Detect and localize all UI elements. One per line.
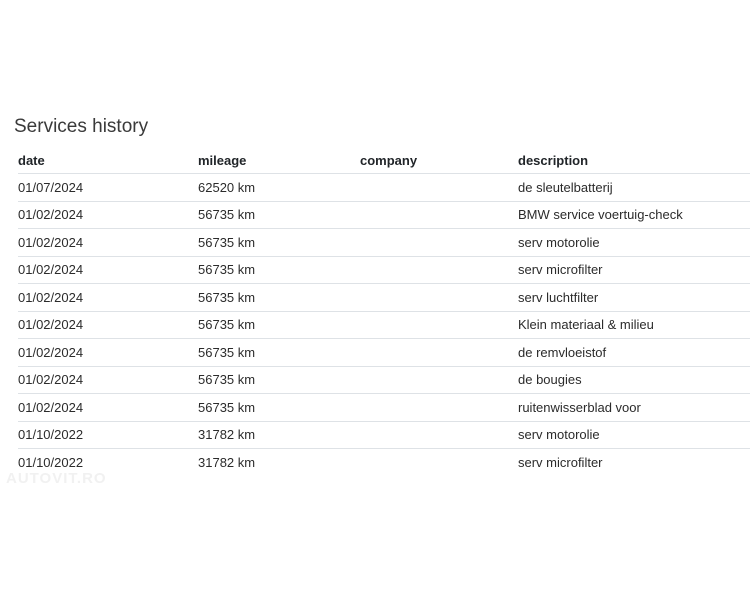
cell-company [360, 394, 518, 422]
cell-date: 01/02/2024 [18, 229, 198, 257]
services-history-table [18, 147, 750, 476]
cell-mileage: 56735 km [198, 311, 360, 339]
table-row [18, 339, 750, 367]
cell-company [360, 339, 518, 367]
cell-mileage: 56735 km [198, 366, 360, 394]
cell-company [360, 284, 518, 312]
table-body [18, 174, 750, 476]
table-row [18, 421, 750, 449]
table-row [18, 449, 750, 476]
cell-description: serv motorolie [518, 421, 750, 449]
cell-mileage: 62520 km [198, 174, 360, 202]
cell-company [360, 201, 518, 229]
cell-date: 01/02/2024 [18, 311, 198, 339]
cell-date: 01/10/2022 [18, 421, 198, 449]
table-row [18, 311, 750, 339]
watermark-logo: AUTOVIT.RO [6, 470, 107, 487]
cell-description: serv microfilter [518, 256, 750, 284]
cell-description: serv motorolie [518, 229, 750, 257]
cell-date: 01/02/2024 [18, 366, 198, 394]
cell-mileage: 56735 km [198, 284, 360, 312]
column-header-company: company [360, 147, 518, 174]
column-header-description: description [518, 147, 750, 174]
table-row [18, 201, 750, 229]
table-row [18, 366, 750, 394]
table-row [18, 394, 750, 422]
cell-description: serv microfilter [518, 454, 603, 470]
cell-company [360, 174, 518, 202]
cell-description: de remvloeistof [518, 339, 750, 367]
table-header-row [18, 147, 750, 174]
cell-description: serv luchtfilter [518, 284, 750, 312]
cell-mileage: 31782 km [198, 454, 256, 470]
cell-company [360, 256, 518, 284]
cell-mileage: 31782 km [198, 421, 360, 449]
cell-date: 01/02/2024 [18, 339, 198, 367]
cell-description: BMW service voertuig-check [518, 201, 750, 229]
column-header-date: date [18, 147, 198, 174]
table-row [18, 256, 750, 284]
services-history-panel [14, 113, 750, 470]
cell-company [360, 421, 518, 449]
section-title: Services history [14, 116, 149, 137]
cell-date: 01/02/2024 [18, 284, 198, 312]
cell-company [360, 229, 518, 257]
cell-mileage: 56735 km [198, 256, 360, 284]
cell-mileage: 56735 km [198, 201, 360, 229]
cell-description: de sleutelbatterij [518, 174, 750, 202]
cell-date: 01/02/2024 [18, 394, 198, 422]
cell-date: 01/10/2022 [18, 454, 84, 470]
table-row [18, 174, 750, 202]
cell-mileage: 56735 km [198, 394, 360, 422]
cell-date: 01/02/2024 [18, 201, 198, 229]
cell-date: 01/02/2024 [18, 256, 198, 284]
cell-description: de bougies [518, 366, 750, 394]
cell-company [360, 366, 518, 394]
cell-mileage: 56735 km [198, 339, 360, 367]
cell-description: Klein materiaal & milieu [518, 311, 750, 339]
cell-date: 01/07/2024 [18, 174, 198, 202]
column-header-mileage: mileage [198, 147, 360, 174]
cell-company [360, 311, 518, 339]
cell-mileage: 56735 km [198, 229, 360, 257]
table-row [18, 229, 750, 257]
table-header [18, 147, 750, 174]
table-row [18, 284, 750, 312]
cell-description: ruitenwisserblad voor [518, 394, 750, 422]
cell-company [360, 449, 518, 476]
